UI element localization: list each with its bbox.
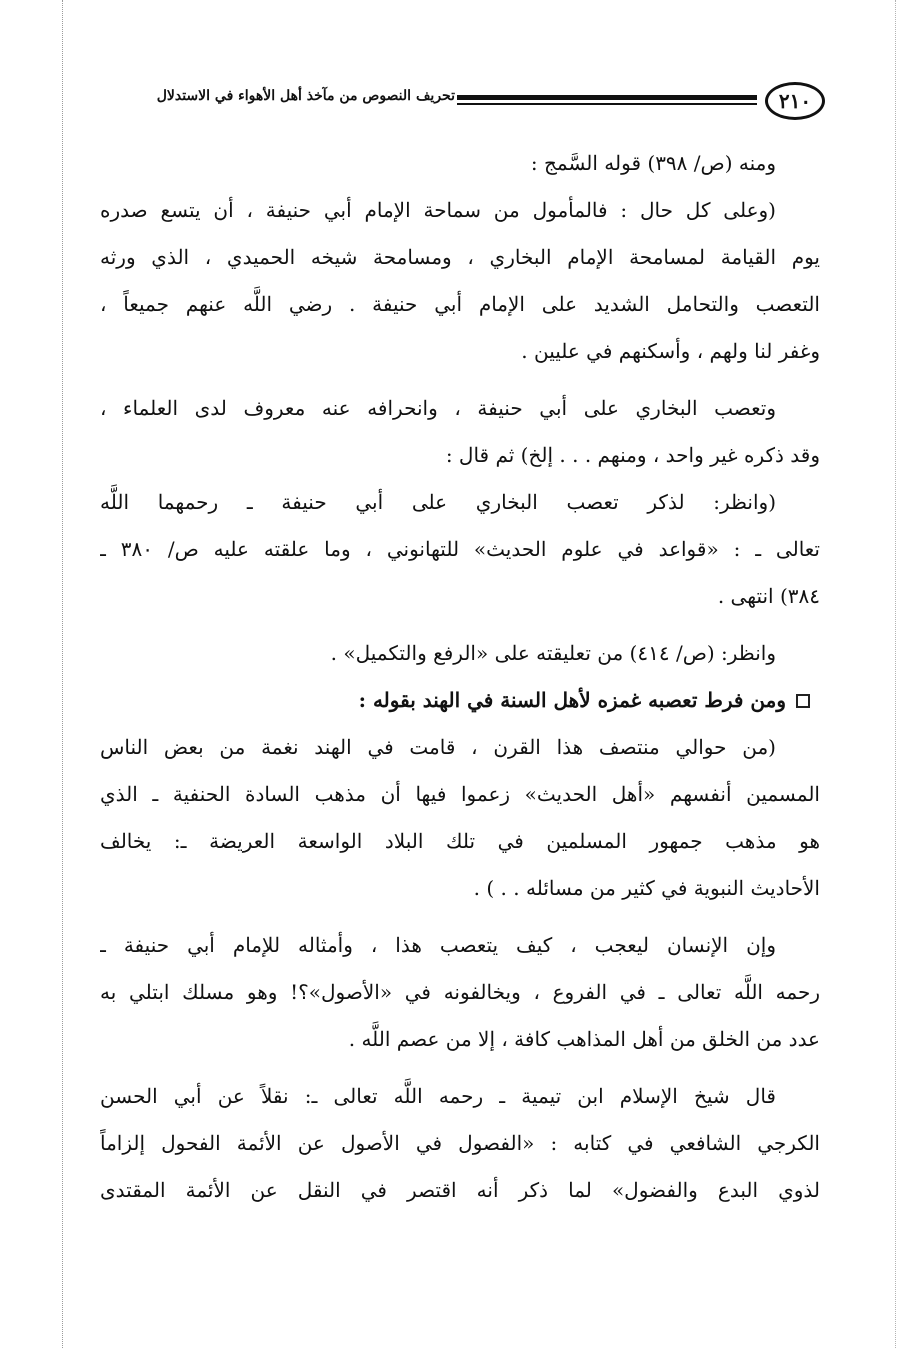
paragraph-gap bbox=[100, 375, 820, 385]
text-line: وغفر لنا ولهم ، وأسكنهم في عليين . bbox=[521, 339, 820, 363]
running-title: تحريف النصوص من مآخذ أهل الأهواء في الاستدلال bbox=[156, 88, 455, 104]
section-bullet-text: ومن فرط تعصبه غمزه لأهل السنة في الهند بقوله : bbox=[358, 688, 786, 712]
text-line: قال شيخ الإسلام ابن تيمية ـ رحمه اللَّه تعالى ـ: نقلاً عن أبي الحسن bbox=[100, 1084, 776, 1108]
paragraph-gap bbox=[100, 620, 820, 630]
text-line: (وانظر: لذكر تعصب البخاري على أبي حنيفة ـ رحمهما اللَّه bbox=[100, 490, 776, 514]
page-number-badge: ٢١٠ bbox=[765, 82, 825, 120]
text-line: وقد ذكره غير واحد ، ومنهم . . . إلخ) ثم قال : bbox=[445, 443, 820, 467]
text-line: وإن الإنسان ليعجب ، كيف يتعصب هذا ، وأمثاله للإمام أبي حنيفة ـ bbox=[100, 933, 776, 957]
text-line: ومنه (ص/ ٣٩٨) قوله السَّمج : bbox=[530, 151, 776, 175]
text-line: المسمين أنفسهم «أهل الحديث» زعموا فيها أن مذهب السادة الحنفية ـ الذي bbox=[100, 782, 820, 806]
square-bullet-icon bbox=[796, 694, 810, 708]
text-line: الكرجي الشافعي في كتابه : «الفصول في الأصول عن الأئمة الفحول إلزاماً bbox=[100, 1131, 820, 1155]
header-rule-thick bbox=[457, 95, 757, 100]
scan-edge-left bbox=[62, 0, 63, 1348]
header-rule-thin bbox=[457, 103, 757, 105]
text-line: لذوي البدع والفضول» لما ذكر أنه اقتصر في النقل عن الأئمة المقتدى bbox=[100, 1178, 820, 1202]
body-block-1 bbox=[100, 140, 820, 677]
paragraph-gap bbox=[100, 1063, 820, 1073]
text-line: هو مذهب جمهور المسلمين في تلك البلاد الواسعة العريضة ـ: يخالف bbox=[100, 829, 820, 853]
text-line: تعالى ـ : «قواعد في علوم الحديث» للتهانوني ، وما علقته عليه ص/ ٣٨٠ ـ bbox=[100, 537, 820, 561]
text-line: (وعلى كل حال : فالمأمول من سماحة الإمام أبي حنيفة ، أن يتسع صدره bbox=[100, 198, 776, 222]
body-block-2 bbox=[100, 724, 820, 1214]
text-line: وانظر: (ص/ ٤١٤) من تعليقته على «الرفع والتكميل» . bbox=[330, 641, 776, 665]
scan-edge-right bbox=[895, 0, 896, 1348]
text-line: التعصب والتحامل الشديد على الإمام أبي حنيفة . رضي اللَّه عنهم جميعاً ، bbox=[100, 292, 820, 316]
text-line: وتعصب البخاري على أبي حنيفة ، وانحرافه عنه معروف لدى العلماء ، bbox=[100, 396, 776, 420]
section-bullet-line bbox=[100, 677, 820, 724]
paragraph-gap bbox=[100, 912, 820, 922]
page-body bbox=[100, 140, 820, 1214]
text-line: عدد من الخلق من أهل المذاهب كافة ، إلا من عصم اللَّه . bbox=[348, 1027, 820, 1051]
text-line: الأحاديث النبوية في كثير من مسائله . . ) . bbox=[473, 876, 820, 900]
text-line: رحمه اللَّه تعالى ـ في الفروع ، ويخالفونه في «الأصول»؟! وهو مسلك ابتلي به bbox=[100, 980, 820, 1004]
text-line: (من حوالي منتصف هذا القرن ، قامت في الهند نغمة من بعض الناس bbox=[100, 735, 776, 759]
text-line: يوم القيامة لمسامحة الإمام البخاري ، ومسامحة شيخه الحميدي ، الذي ورثه bbox=[100, 245, 820, 269]
text-line: ٣٨٤) انتهى . bbox=[717, 584, 820, 608]
page-header bbox=[156, 82, 825, 122]
